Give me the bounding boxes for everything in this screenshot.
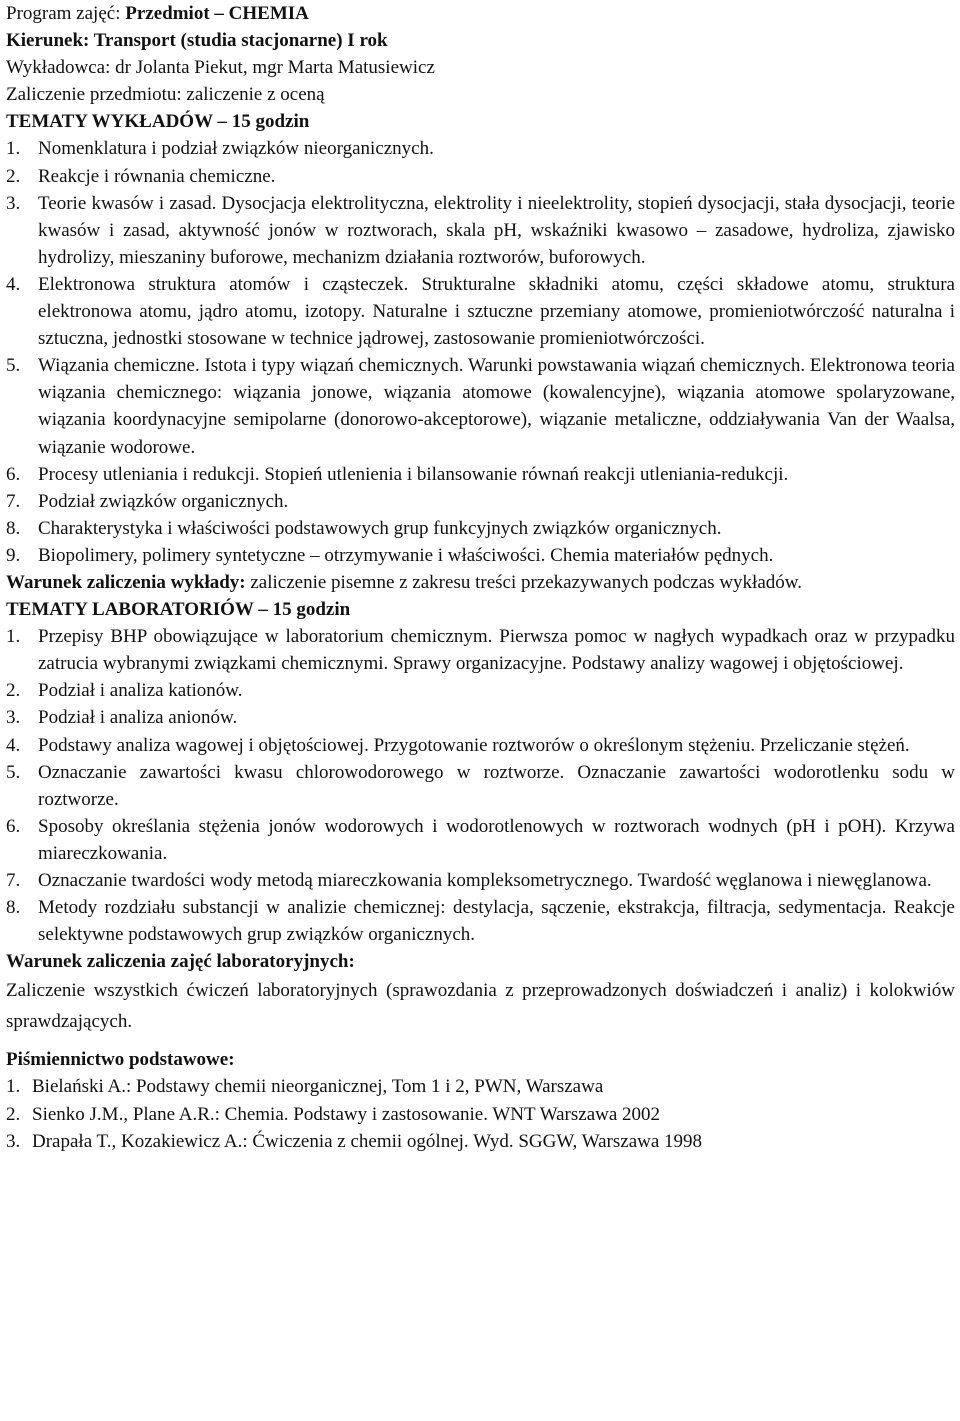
item-text: Bielański A.: Podstawy chemii nieorganicznej, Tom 1 i 2, PWN, Warszawa: [32, 1076, 604, 1098]
item-number: 6.: [6, 815, 21, 837]
item-text: Teorie kwasów i zasad. Dysocjacja elektrolityczna, elektrolity i nieelektrolity, stopień dysocjacji, stała dysocjacji, teorie kwasów i zasad, aktywność jonów w roztworach, skala pH, wskaźniki kwasowo – zasadowe, hydroliza, zjawisko hydrolizy, mieszaniny buforowe, mechanizm działania roztworów, buforowych.: [38, 192, 955, 268]
literature-list: [6, 1073, 955, 1154]
item-number: 7.: [6, 870, 21, 891]
list-item: [6, 704, 955, 731]
item-number: 5.: [6, 355, 21, 377]
program-title: [6, 0, 955, 27]
program-value: Przedmiot – CHEMIA: [125, 3, 309, 24]
list-item: [6, 271, 955, 352]
list-item: [6, 1101, 955, 1128]
item-number: 3.: [6, 1130, 21, 1152]
item-number: 2.: [6, 680, 21, 702]
lecturer-line: Wykładowca: dr Jolanta Piekut, mgr Marta Matusiewicz: [6, 57, 435, 79]
list-item: [6, 515, 955, 542]
list-item: [6, 759, 955, 813]
list-item: [6, 623, 955, 677]
labs-list: [6, 623, 955, 948]
item-number: 2.: [6, 1103, 21, 1125]
lectures-condition-text: zaliczenie pisemne z zakresu treści przekazywanych podczas wykładów.: [245, 571, 802, 593]
labs-condition-text: Zaliczenie wszystkich ćwiczeń laboratoryjnych (sprawozdania z przeprowadzonych doświadczeń i analiz) i kolokwiów sprawdzających.: [6, 980, 955, 1033]
item-text: Podział i analiza kationów.: [38, 680, 243, 702]
item-number: 9.: [6, 544, 21, 566]
item-text: Oznaczanie twardości wody metodą miareczkowania kompleksometrycznego. Twardość węglanowa i niewęglanowa.: [38, 870, 932, 891]
lectures-heading: TEMATY WYKŁADÓW – 15 godzin: [6, 111, 310, 133]
assessment-line: Zaliczenie przedmiotu: zaliczenie z oceną: [6, 84, 325, 106]
item-text: Sienko J.M., Plane A.R.: Chemia. Podstawy i zastosowanie. WNT Warszawa 2002: [32, 1103, 661, 1125]
item-number: 8.: [6, 517, 21, 539]
item-text: Procesy utleniania i redukcji. Stopień utlenienia i bilansowanie równań reakcji utleniania-redukcji.: [38, 463, 789, 485]
item-number: 1.: [6, 626, 21, 648]
item-text: Wiązania chemiczne. Istota i typy wiązań chemicznych. Warunki powstawania wiązań chemicznych. Elektronowa teoria wiązania chemicznego: wiązania jonowe, wiązania atomowe (kowalencyjne), wiązania atomowe spolaryzowane, wiązania koordynacyjne semipolarne (donorowo-akceptorowe), wiązanie metaliczne, oddziaływania Van der Waalsa, wiązanie wodorowe.: [38, 355, 955, 458]
list-item: [6, 163, 955, 190]
list-item: [6, 461, 955, 488]
list-item: [6, 542, 955, 569]
list-item: [6, 1128, 955, 1155]
item-text: Drapała T., Kozakiewicz A.: Ćwiczenia z chemii ogólnej. Wyd. SGGW, Warszawa 1998: [32, 1130, 703, 1152]
item-text: Podział związków organicznych.: [38, 490, 289, 512]
literature-heading: Piśmiennictwo podstawowe:: [6, 1049, 235, 1071]
item-number: 1.: [6, 1076, 21, 1098]
item-number: 3.: [6, 192, 21, 214]
list-item: [6, 867, 955, 894]
program-label: Program zajęć:: [6, 3, 126, 24]
item-text: Reakcje i równania chemiczne.: [38, 165, 276, 187]
item-text: Nomenklatura i podział związków nieorganicznych.: [38, 138, 434, 160]
item-text: Elektronowa struktura atomów i cząsteczek. Strukturalne składniki atomu, części składowe atomu, struktura elektronowa atomu, jądro atomu, izotopy. Naturalne i sztuczne przemiany atomowe, promieniotwórczość naturalna i sztuczna, jednostki stosowane w technice jądrowej, zastosowanie promieniotwórczości.: [38, 273, 955, 350]
list-item: [6, 352, 955, 460]
item-number: 8.: [6, 897, 21, 919]
item-number: 4.: [6, 273, 21, 295]
list-item: [6, 677, 955, 704]
lectures-condition-label: Warunek zaliczenia wykłady:: [6, 571, 246, 593]
lectures-list: [6, 135, 955, 569]
spacer: [6, 1037, 955, 1046]
item-number: 6.: [6, 463, 21, 485]
list-item: [6, 1073, 955, 1100]
item-text: Podział i analiza anionów.: [38, 707, 238, 729]
item-text: Oznaczanie zawartości kwasu chlorowodorowego w roztworze. Oznaczanie zawartości wodorotlenku sodu w roztworze.: [38, 761, 955, 810]
list-item: [6, 732, 955, 759]
list-item: [6, 894, 955, 948]
kierunek-line: Kierunek: Transport (studia stacjonarne) I rok: [6, 30, 388, 52]
item-text: Metody rozdziału substancji w analizie chemicznej: destylacja, sączenie, ekstrakcja, filtracja, sedymentacja. Reakcje selektywne podstawowych grup związków organicznych.: [38, 897, 955, 946]
item-number: 1.: [6, 138, 21, 160]
item-number: 3.: [6, 707, 21, 729]
item-text: Przepisy BHP obowiązujące w laboratorium chemicznym. Pierwsza pomoc w nagłych wypadkach oraz w przypadku zatrucia wybranymi związkami chemicznymi. Sprawy organizacyjne. Podstawy analizy wagowej i objętościowej.: [38, 626, 955, 675]
list-item: [6, 488, 955, 515]
labs-heading: TEMATY LABORATORIÓW – 15 godzin: [6, 599, 351, 621]
labs-condition-label: Warunek zaliczenia zajęć laboratoryjnych:: [6, 951, 355, 973]
list-item: [6, 190, 955, 271]
list-item: [6, 135, 955, 162]
item-number: 2.: [6, 165, 21, 187]
item-number: 7.: [6, 490, 21, 512]
item-text: Biopolimery, polimery syntetyczne – otrzymywanie i właściwości. Chemia materiałów pędnych.: [38, 544, 774, 566]
item-text: Podstawy analiza wagowej i objętościowej. Przygotowanie roztworów o określonym stężeniu. Przeliczanie stężeń.: [38, 734, 910, 756]
item-text: Sposoby określania stężenia jonów wodorowych i wodorotlenowych w roztworach wodnych (pH i pOH). Krzywa miareczkowania.: [38, 815, 955, 864]
item-text: Charakterystyka i właściwości podstawowych grup funkcyjnych związków organicznych.: [38, 517, 722, 539]
item-number: 4.: [6, 734, 21, 756]
list-item: [6, 813, 955, 867]
lectures-condition: [6, 569, 955, 596]
item-number: 5.: [6, 761, 21, 783]
